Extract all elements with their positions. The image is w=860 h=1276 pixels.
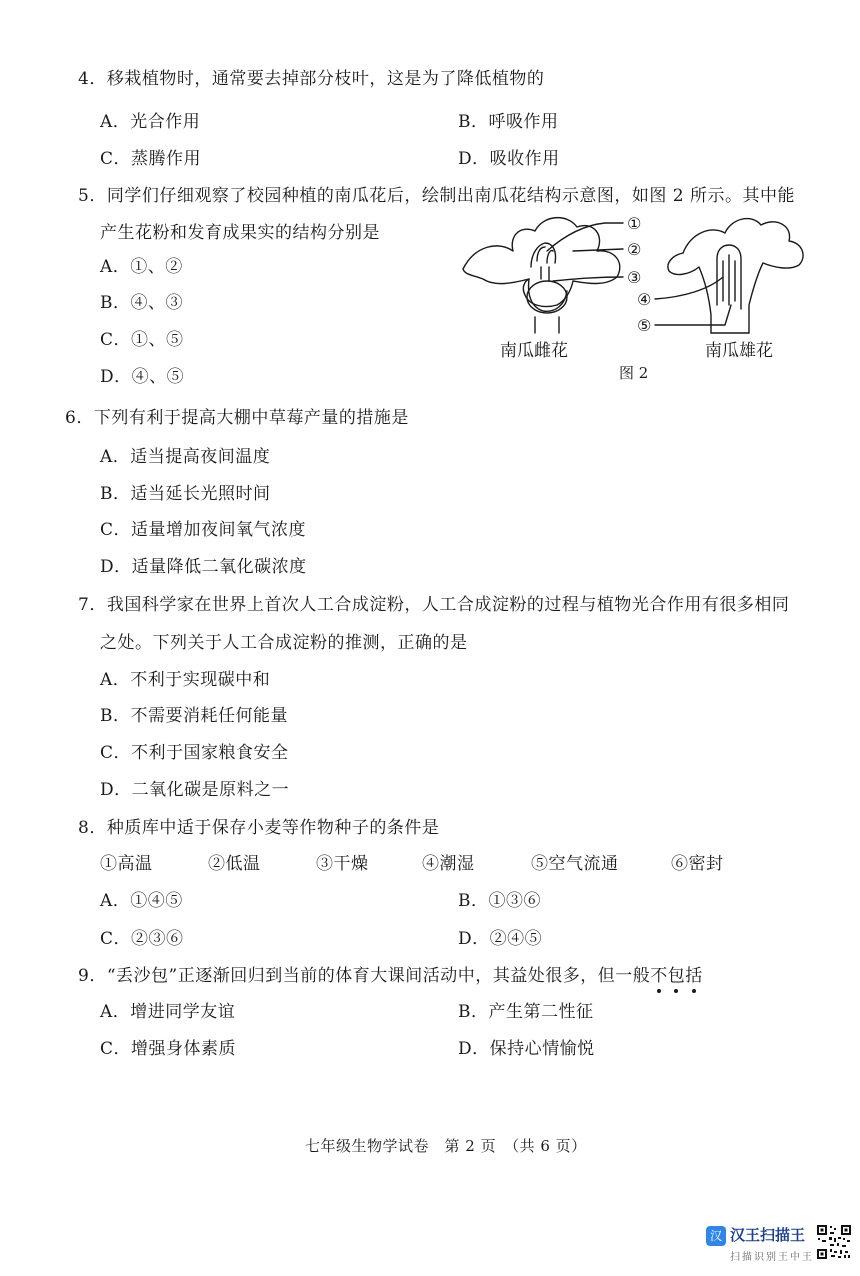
q8-condition-4: ④潮湿 <box>422 854 475 874</box>
scanner-watermark <box>706 1224 854 1270</box>
q5-option-d: D．④、⑤ <box>100 367 185 387</box>
male-flower-drawing <box>668 219 803 333</box>
q9-emphasis-char-1: 不 <box>650 966 668 986</box>
q7-option-c: C．不利于国家粮食安全 <box>100 743 289 763</box>
q4-option-b: B．呼吸作用 <box>458 112 559 132</box>
marker-5: ⑤ <box>637 316 652 335</box>
q8-option-a: A．①④⑤ <box>100 891 183 911</box>
pumpkin-flower-figure <box>455 205 815 355</box>
marker-1: ① <box>627 214 642 233</box>
q6-option-a: A．适当提高夜间温度 <box>100 447 271 467</box>
q6-option-c: C．适量增加夜间氧气浓度 <box>100 520 307 540</box>
qr-code-icon <box>816 1224 852 1260</box>
male-flower-label: 南瓜雄花 <box>705 341 773 361</box>
q4-stem: 4．移栽植物时，通常要去掉部分枝叶，这是为了降低植物的 <box>78 69 545 89</box>
marker-4: ④ <box>637 290 652 309</box>
q5-option-a: A．①、② <box>100 257 183 277</box>
q5-stem-line1: 5．同学们仔细观察了校园种植的南瓜花后，绘制出南瓜花结构示意图，如图 2 所示。其中能 <box>78 186 795 206</box>
q9-option-c: C．增强身体素质 <box>100 1039 237 1059</box>
q6-option-d: D．适量降低二氧化碳浓度 <box>100 557 307 577</box>
q5-option-c: C．①、⑤ <box>100 330 184 350</box>
q4-option-d: D．吸收作用 <box>458 149 560 169</box>
q9-emphasis-char-3: 括 <box>685 966 703 986</box>
q7-stem-line2: 之处。下列关于人工合成淀粉的推测，正确的是 <box>100 633 468 653</box>
q8-option-b: B．①③⑥ <box>458 891 541 911</box>
q9-option-a: A．增进同学友谊 <box>100 1002 236 1022</box>
q9-option-b: B．产生第二性征 <box>458 1002 594 1022</box>
q7-option-a: A．不利于实现碳中和 <box>100 670 271 690</box>
female-flower-label: 南瓜雌花 <box>500 341 568 361</box>
q8-condition-6: ⑥密封 <box>671 854 724 874</box>
figure-caption: 图 2 <box>619 364 649 382</box>
page-footer: 七年级生物学试卷 第 2 页 （共 6 页） <box>305 1137 587 1155</box>
scanner-logo-icon: 汉 <box>706 1226 726 1246</box>
q5-option-b: B．④、③ <box>100 293 183 313</box>
marker-2: ② <box>627 240 642 259</box>
watermark-title: 汉王扫描王 <box>730 1226 806 1244</box>
q8-condition-5: ⑤空气流通 <box>531 854 619 874</box>
q9-emphasis-char-2: 包 <box>668 966 686 986</box>
q7-option-d: D．二氧化碳是原料之一 <box>100 780 290 800</box>
q8-condition-2: ②低温 <box>208 854 261 874</box>
q8-stem: 8．种质库中适于保存小麦等作物种子的条件是 <box>78 818 440 838</box>
q8-option-d: D．②④⑤ <box>458 929 543 949</box>
q6-stem: 6．下列有利于提高大棚中草莓产量的措施是 <box>65 408 409 428</box>
q9-stem <box>78 961 703 986</box>
q8-condition-3: ③干燥 <box>316 854 369 874</box>
female-flower-drawing <box>463 218 620 333</box>
q9-stem-main: 9．“丢沙包”正逐渐回归到当前的体育大课间活动中，其益处很多，但一般 <box>78 966 651 986</box>
q9-option-d: D．保持心情愉悦 <box>458 1039 595 1059</box>
q5-stem-line2: 产生花粉和发育成果实的结构分别是 <box>100 223 380 243</box>
q4-option-a: A．光合作用 <box>100 112 201 132</box>
q6-option-b: B．适当延长光照时间 <box>100 484 271 504</box>
marker-3: ③ <box>627 268 642 287</box>
watermark-subtitle: 扫描识别王中王 <box>730 1252 814 1263</box>
q8-condition-1: ①高温 <box>100 854 153 874</box>
q7-option-b: B．不需要消耗任何能量 <box>100 706 288 726</box>
q8-option-c: C．②③⑥ <box>100 929 184 949</box>
q7-stem-line1: 7．我国科学家在世界上首次人工合成淀粉，人工合成淀粉的过程与植物光合作用有很多相同 <box>78 595 790 615</box>
q4-option-c: C．蒸腾作用 <box>100 149 202 169</box>
